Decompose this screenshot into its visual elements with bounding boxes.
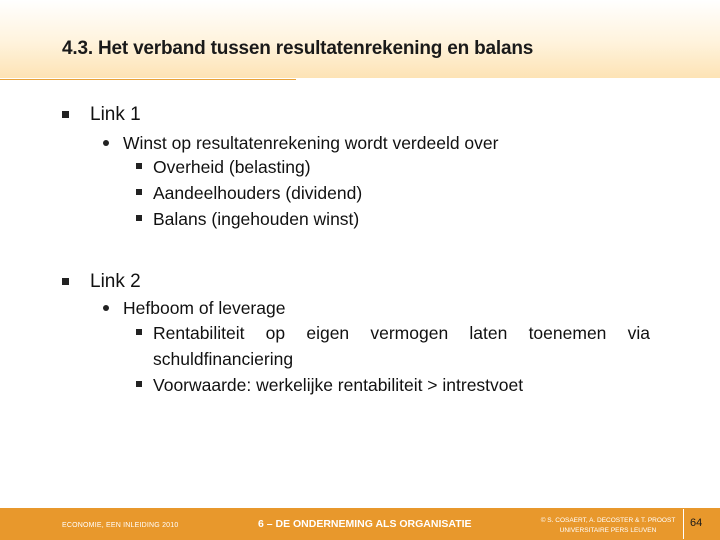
square-bullet-icon xyxy=(136,215,142,221)
round-bullet-icon xyxy=(103,305,109,311)
round-bullet-icon xyxy=(103,140,109,146)
footer-course-title: ECONOMIE, EEN INLEIDING 2010 xyxy=(62,522,179,529)
page-number: 64 xyxy=(690,517,703,529)
section-label-link-1: Link 1 xyxy=(90,104,141,125)
square-bullet-icon xyxy=(62,111,69,118)
subitem-rentabiliteit: Rentabiliteit op eigen vermogen laten toenemen via xyxy=(153,323,650,343)
square-bullet-icon xyxy=(136,189,142,195)
footer-copyright-publisher: UNIVERSITAIRE PERS LEUVEN xyxy=(559,527,657,534)
footer-copyright-authors: © S. COSAERT, A. DECOSTER & T. PROOST xyxy=(540,517,676,524)
footer-divider xyxy=(683,509,684,539)
subitem-balans: Balans (ingehouden winst) xyxy=(153,209,360,229)
slide-title: 4.3. Het verband tussen resultatenrekening en balans xyxy=(62,38,534,59)
subitem-voorwaarde: Voorwaarde: werkelijke rentabiliteit > intrestvoet xyxy=(153,375,524,395)
subitem-aandeelhouders: Aandeelhouders (dividend) xyxy=(153,183,363,203)
square-bullet-icon xyxy=(136,381,142,387)
footer-copyright xyxy=(538,516,678,536)
section-label-link-2: Link 2 xyxy=(90,271,141,292)
item-winst: Winst op resultatenrekening wordt verdeeld over xyxy=(123,133,499,153)
item-hefboom: Hefboom of leverage xyxy=(123,298,286,318)
square-bullet-icon xyxy=(136,329,142,335)
subitem-overheid: Overheid (belasting) xyxy=(153,157,311,177)
subitem-rentabiliteit-continued: schuldfinanciering xyxy=(153,349,294,369)
square-bullet-icon xyxy=(136,163,142,169)
title-divider xyxy=(0,79,296,80)
square-bullet-icon xyxy=(62,278,69,285)
footer-chapter-title: 6 – DE ONDERNEMING ALS ORGANISATIE xyxy=(258,518,472,530)
